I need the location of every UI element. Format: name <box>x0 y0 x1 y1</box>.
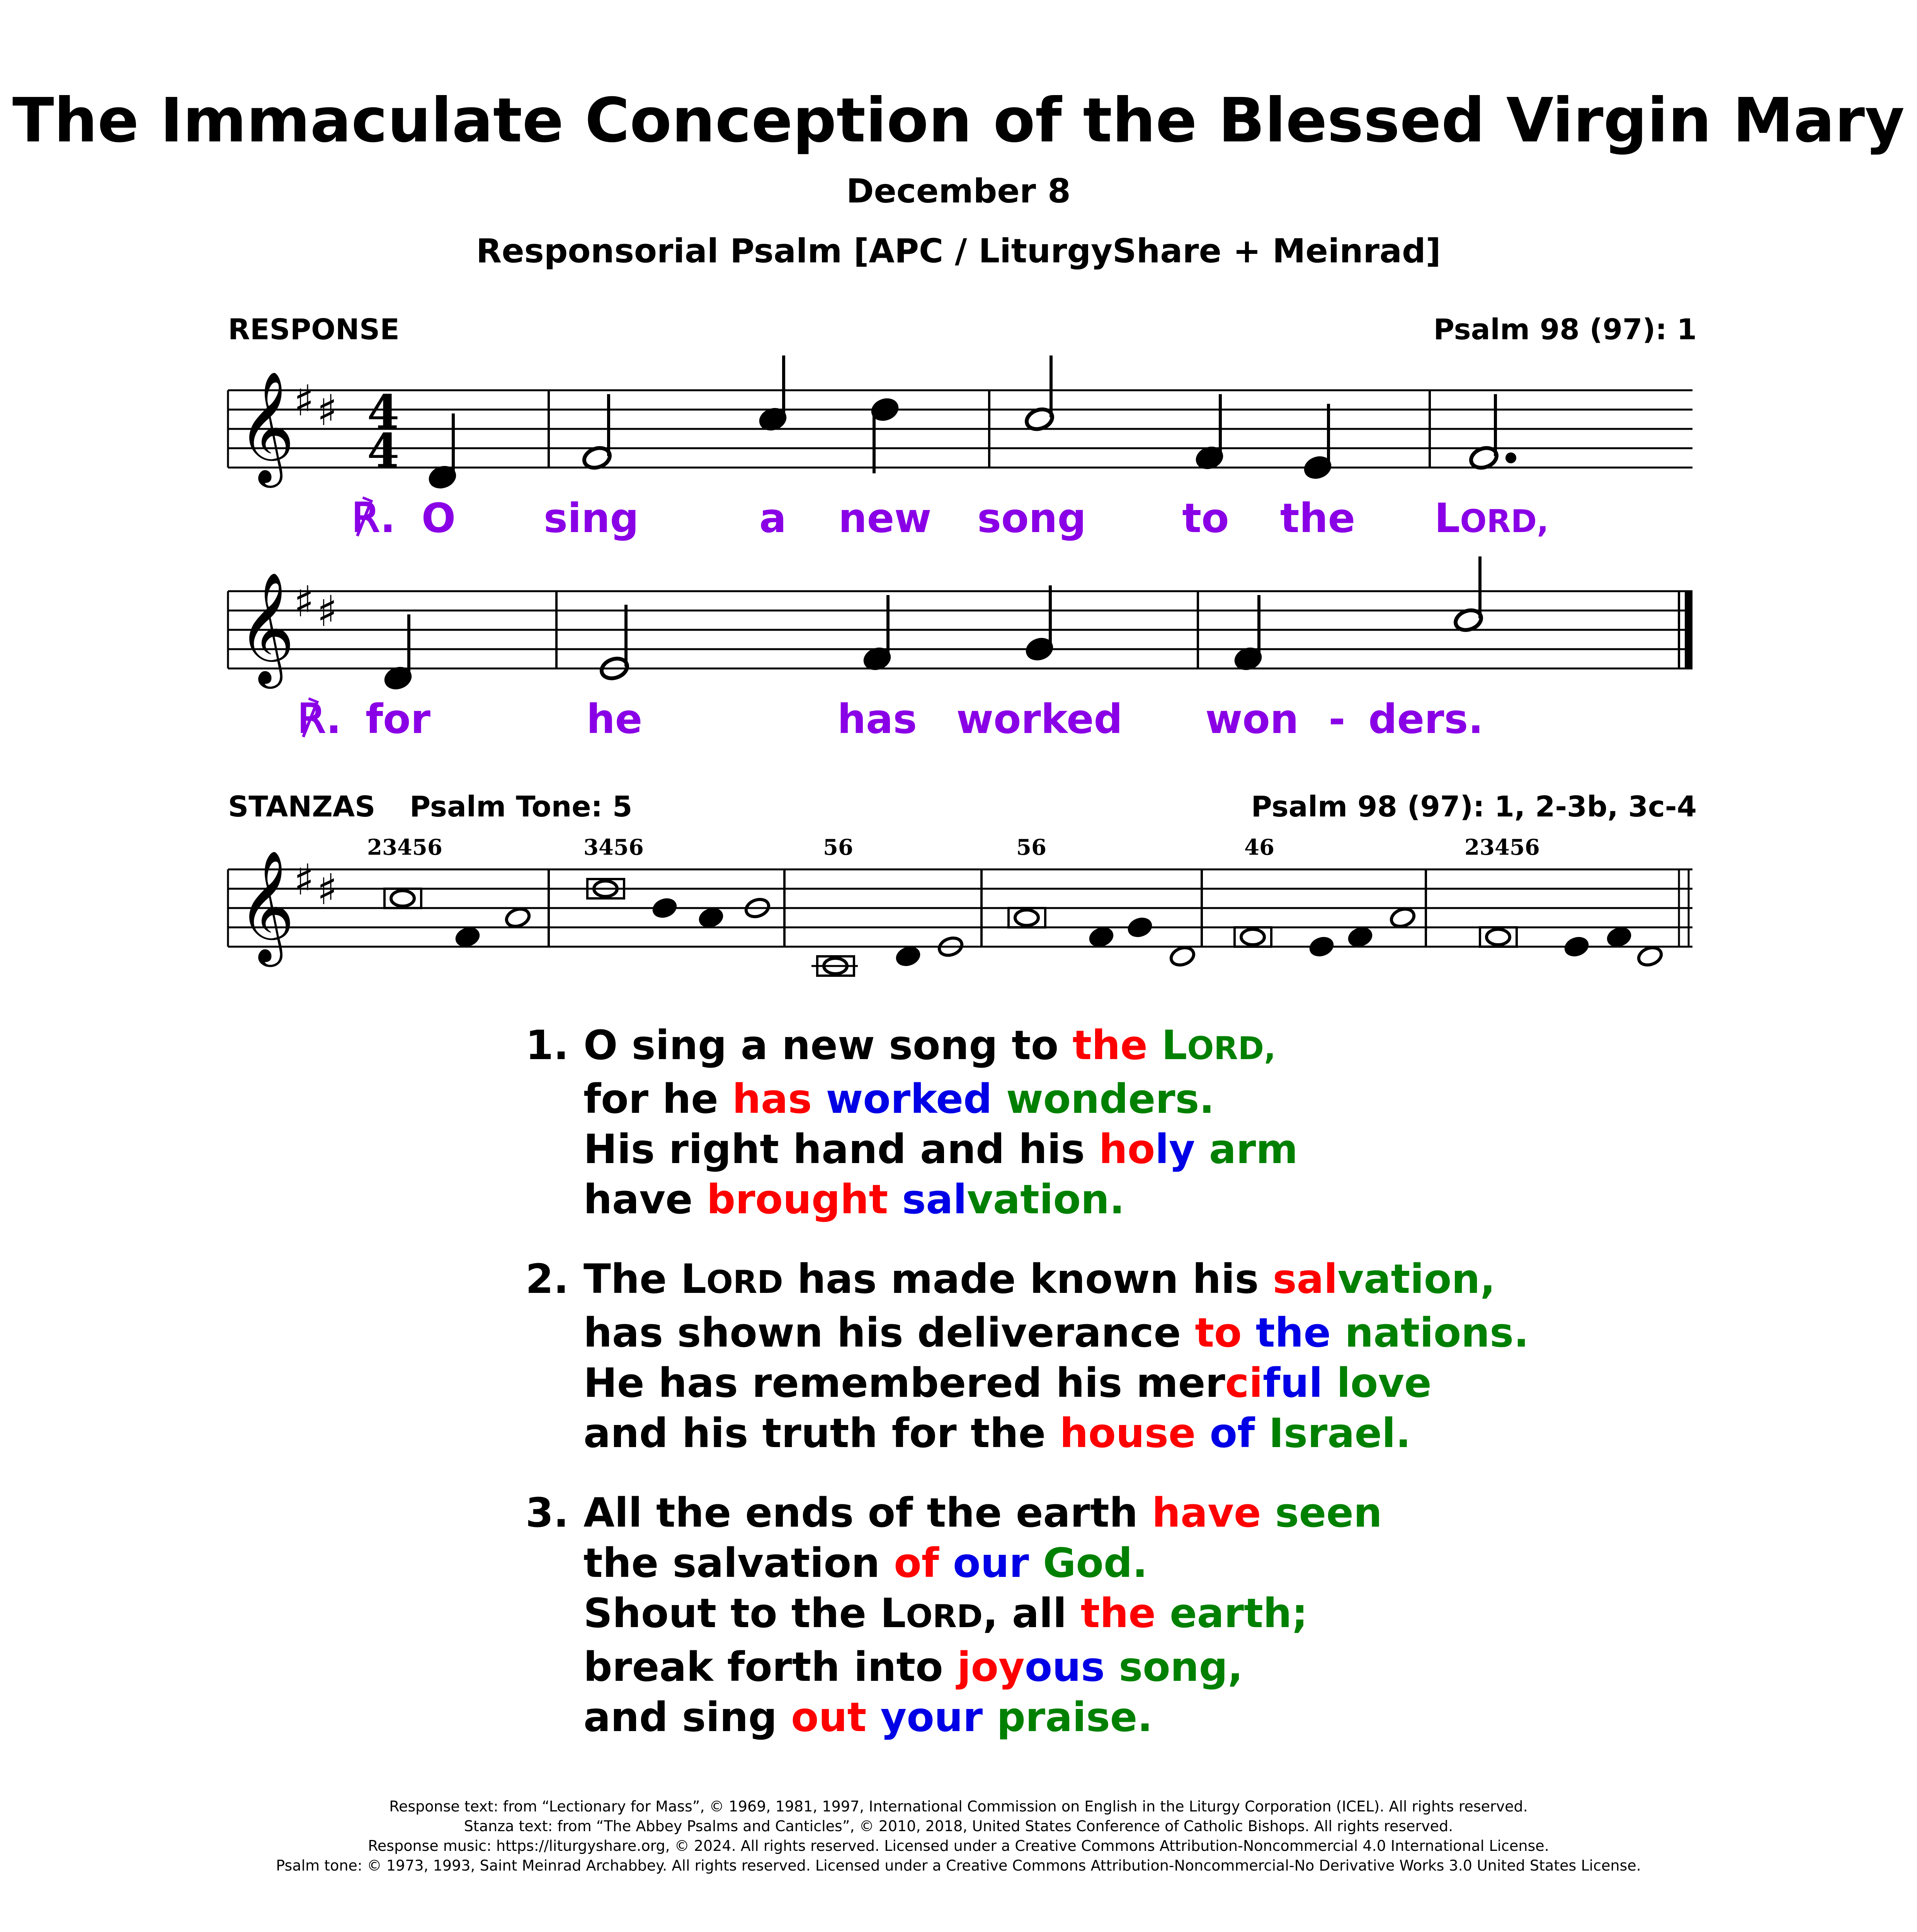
text-segment: sal <box>902 1176 967 1223</box>
lyric-syllable: has <box>837 696 917 743</box>
time-sig-top: 4 <box>367 385 400 439</box>
lyric-syllable: new <box>838 495 932 542</box>
lyric-hyphen: - <box>1328 696 1345 743</box>
text-segment: L <box>1162 1022 1187 1069</box>
note <box>1606 926 1632 948</box>
sharp-icon: ♯ <box>294 855 315 905</box>
text-segment: worked <box>826 1075 1006 1122</box>
text-segment: earth; <box>1170 1590 1308 1637</box>
lyric-syllable: for <box>366 696 430 743</box>
text-segment: the salvation <box>583 1539 894 1587</box>
stanza <box>526 1488 1382 1742</box>
response-label: RESPONSE <box>228 313 400 346</box>
note <box>1169 945 1196 968</box>
text-segment: , all <box>983 1590 1081 1637</box>
tone-verse-marker: 3456 <box>583 835 644 860</box>
stanza-line <box>583 1174 1298 1225</box>
text-segment: and his truth for the <box>583 1410 1060 1457</box>
text-segment: have <box>583 1176 707 1223</box>
lyric-syllable: a <box>759 495 787 542</box>
stanza-line <box>583 1538 1382 1588</box>
stanza-line <box>583 1588 1382 1642</box>
lyric-syllable: to <box>1182 495 1229 542</box>
page-subtitle: Responsorial Psalm [APC / LiturgyShare + Meinrad] <box>476 232 1441 270</box>
response-symbol: ℟. <box>352 495 396 542</box>
text-segment: ORD, <box>1187 1031 1276 1067</box>
text-segment: and sing <box>583 1694 791 1741</box>
copyright-footer <box>0 1797 1917 1876</box>
text-segment: joy <box>957 1643 1025 1690</box>
stanza-line <box>583 1488 1382 1538</box>
text-segment: to <box>1195 1309 1256 1356</box>
stanza-line <box>583 1308 1529 1358</box>
text-segment: the <box>1080 1590 1170 1637</box>
feast-date: December 8 <box>846 172 1071 211</box>
lyric-syllable: won <box>1205 696 1299 743</box>
text-segment: ORD <box>906 1599 983 1635</box>
text-segment: praise. <box>997 1694 1153 1741</box>
page-title: The Immaculate Conception of the Blessed Virgin Mary <box>12 85 1905 156</box>
treble-clef-icon: 𝄞 <box>238 370 295 483</box>
text-segment: ous <box>1024 1643 1119 1690</box>
text-segment: arm <box>1209 1126 1298 1173</box>
text-segment: ho <box>1099 1126 1155 1173</box>
lyric-syllable: the <box>1280 495 1356 542</box>
stanzas-reference: Psalm 98 (97): 1, 2-3b, 3c-4 <box>1251 790 1697 823</box>
note <box>1389 906 1417 929</box>
text-segment: has shown his deliverance <box>583 1309 1195 1356</box>
psalm-tone-label: Psalm Tone: 5 <box>410 790 633 823</box>
text-segment: has made known his <box>783 1255 1273 1303</box>
text-segment: seen <box>1275 1489 1382 1536</box>
stanza-line <box>583 1254 1529 1308</box>
footer-line: Response text: from “Lectionary for Mass”, © 1969, 1981, 1997, International Commission on English in the Liturgy Corporation (ICEL). All rights reserved. <box>389 1798 1528 1815</box>
sharp-icon: ♯ <box>294 376 315 425</box>
stanza-line <box>583 1020 1298 1074</box>
lyric-syllable-lord: LORD, <box>1434 495 1549 542</box>
sharp-icon: ♯ <box>317 386 338 435</box>
text-segment: wonders. <box>1006 1075 1214 1122</box>
stanza-line <box>583 1074 1298 1124</box>
stanza-number: 2. <box>526 1255 569 1303</box>
sharp-icon: ♯ <box>317 587 338 636</box>
text-segment: nations. <box>1345 1309 1529 1356</box>
note <box>1636 945 1664 968</box>
text-segment: of <box>1209 1410 1269 1457</box>
note <box>455 926 480 948</box>
text-segment: love <box>1337 1359 1432 1406</box>
text-segment: song, <box>1119 1643 1243 1690</box>
text-segment: His right hand and his <box>583 1126 1099 1173</box>
note <box>652 897 677 919</box>
stanza-line <box>583 1692 1382 1742</box>
lyric-syllable: he <box>586 696 643 743</box>
text-segment: house <box>1060 1410 1210 1457</box>
footer-line: Psalm tone: © 1973, 1993, Saint Meinrad Archabbey. All rights reserved. Licensed under a Creative Commons Attribution-Noncommercial-No Derivative Works 3.0 United States License. <box>276 1857 1641 1874</box>
stanzas-label: STANZAS <box>228 790 376 823</box>
text-segment: has <box>732 1075 826 1122</box>
text-segment: sal <box>1272 1255 1338 1303</box>
lyric-syllable: worked <box>956 696 1123 743</box>
response-staff-2 <box>0 572 1917 699</box>
response-reference: Psalm 98 (97): 1 <box>1433 313 1697 346</box>
text-segment: of <box>894 1539 953 1587</box>
stanza-line <box>583 1408 1529 1458</box>
note <box>1564 936 1589 958</box>
text-segment: brought <box>706 1176 902 1223</box>
note <box>1089 926 1114 948</box>
lyric-syllable: sing <box>543 495 639 542</box>
text-segment: the <box>1072 1022 1162 1069</box>
footer-line: Response music: https://liturgyshare.org, © 2024. All rights reserved. Licensed under a Creative Commons Attribution-Noncommercial 4.0 International License. <box>368 1837 1549 1854</box>
lyric-syllable: ders. <box>1368 696 1483 743</box>
text-segment: Shout to the L <box>583 1590 906 1637</box>
note <box>698 907 724 929</box>
text-segment: out <box>791 1694 881 1741</box>
stanza-line <box>583 1642 1382 1692</box>
final-barline <box>1685 591 1692 668</box>
stanza-line <box>583 1124 1298 1174</box>
note <box>895 946 921 968</box>
text-segment: our <box>953 1539 1043 1587</box>
note <box>1309 936 1334 958</box>
text-segment: ci <box>1225 1359 1263 1406</box>
psalm-tone-staff <box>0 846 1917 974</box>
lyric-syllable: song <box>977 495 1086 542</box>
text-segment: O sing a new song to <box>583 1022 1073 1069</box>
stanza <box>526 1020 1298 1225</box>
sharp-icon: ♯ <box>294 577 315 626</box>
response-staff-1 <box>0 371 1917 498</box>
time-sig-bottom: 4 <box>367 423 400 478</box>
note <box>1127 917 1153 939</box>
sharp-icon: ♯ <box>317 865 338 914</box>
note <box>504 906 532 929</box>
text-segment: ful <box>1262 1359 1337 1406</box>
stanza-number: 1. <box>526 1022 569 1069</box>
treble-clef-icon: 𝄞 <box>238 849 295 962</box>
text-segment: ly <box>1155 1126 1209 1173</box>
text-segment: the <box>1255 1309 1345 1356</box>
text-segment: for he <box>583 1075 732 1122</box>
tone-verse-marker: 23456 <box>1465 835 1540 860</box>
text-segment: have <box>1152 1489 1275 1536</box>
tone-verse-marker: 23456 <box>367 835 442 860</box>
tone-verse-marker: 56 <box>823 835 853 860</box>
footer-line: Stanza text: from “The Abbey Psalms and Canticles”, © 2010, 2018, United States Conference of Catholic Bishops. All rights reserved. <box>464 1818 1453 1835</box>
text-segment: He has remembered his mer <box>583 1359 1225 1406</box>
text-segment: The L <box>583 1255 706 1303</box>
lyric-syllable: O <box>421 495 456 542</box>
treble-clef-icon: 𝄞 <box>238 571 295 684</box>
text-segment: your <box>880 1694 997 1741</box>
stanza-line <box>583 1358 1529 1408</box>
tone-verse-marker: 56 <box>1016 835 1046 860</box>
text-segment: break forth into <box>583 1643 957 1690</box>
tone-verse-marker: 46 <box>1244 835 1274 860</box>
dot <box>1507 454 1515 462</box>
text-segment: vation. <box>967 1176 1125 1223</box>
response-symbol: ℟. <box>298 696 342 743</box>
text-segment: All the ends of the earth <box>583 1489 1152 1536</box>
text-segment: vation, <box>1337 1255 1495 1303</box>
note <box>1347 926 1373 948</box>
text-segment: God. <box>1043 1539 1148 1587</box>
text-segment: ORD <box>706 1264 783 1301</box>
text-segment: Israel. <box>1269 1410 1411 1457</box>
stanza <box>526 1254 1529 1458</box>
stanza-number: 3. <box>526 1489 569 1536</box>
